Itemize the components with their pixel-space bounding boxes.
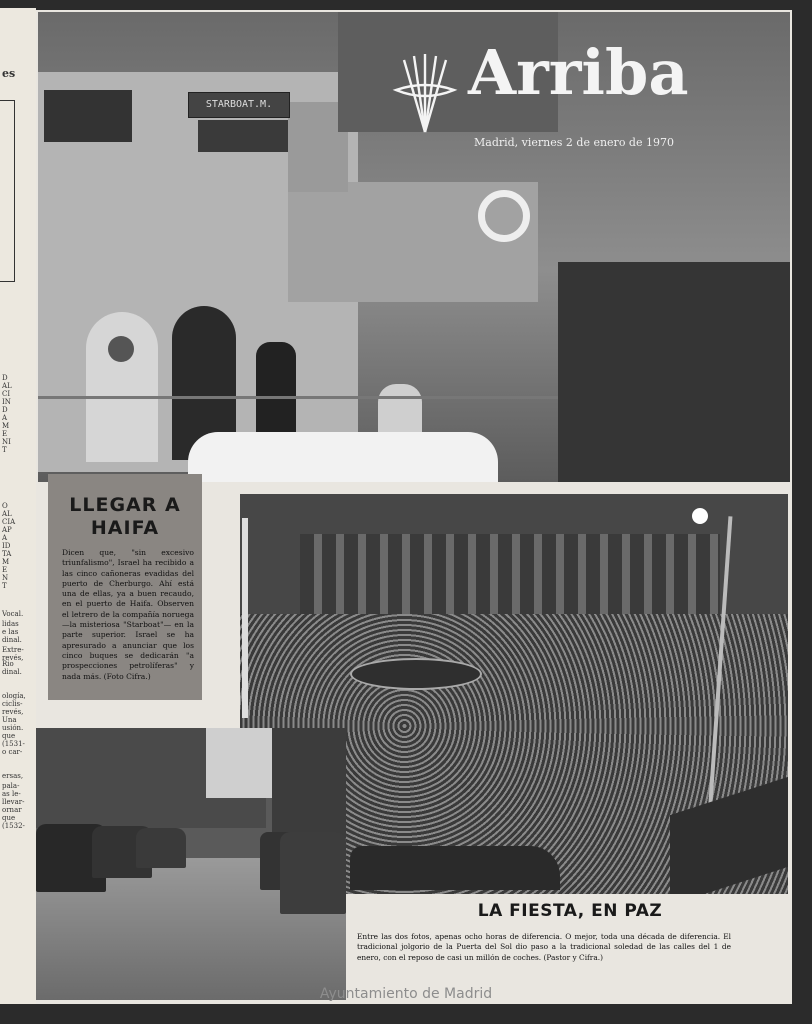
white-canopy xyxy=(188,432,498,482)
strip-fragment: ID xyxy=(2,542,11,550)
strip-fragment: AP xyxy=(2,526,12,534)
strip-fragment: ología, xyxy=(2,692,26,700)
archive-watermark: Ayuntamiento de Madrid xyxy=(319,986,493,1002)
strip-fragment: pala- xyxy=(2,782,20,790)
strip-fragment: TA xyxy=(2,550,12,558)
ship-window xyxy=(44,90,132,142)
yoke-and-arrows-emblem xyxy=(392,50,458,136)
strip-fragment: CI xyxy=(2,390,11,398)
strip-fragment: as le- xyxy=(2,790,21,798)
strip-fragment: A xyxy=(2,414,8,422)
strip-fragment: es xyxy=(2,67,16,80)
strip-fragment: T xyxy=(2,582,7,590)
strip-fragment: M xyxy=(2,558,10,566)
kiosk-roof xyxy=(350,846,560,890)
strip-fragment: e las xyxy=(2,628,19,636)
ship-door xyxy=(86,312,158,462)
strip-fragment: o car- xyxy=(2,748,23,756)
fountain xyxy=(350,658,482,690)
strip-fragment: lidas xyxy=(2,620,19,628)
strip-fragment: O xyxy=(2,502,8,510)
strip-fragment: N xyxy=(2,574,9,582)
fiesta-headline: LA FIESTA, EN PAZ xyxy=(477,901,663,921)
fiesta-body-text: Entre las dos fotos, apenas ocho horas de diferencia. O mejor, toda una década de diferencia. El tradicional jolgorio de la Puerta del Sol dio paso a la tradicional soledad de las calles del 1 de enero, con el reposo de casi un millón de coches. (Pastor y Cifra.) xyxy=(357,932,731,962)
starboat-sign xyxy=(188,92,290,118)
strip-fragment: revés, xyxy=(2,708,24,716)
light-pole xyxy=(242,518,248,718)
strip-fragment: ersas, xyxy=(2,772,24,780)
strip-fragment: D xyxy=(2,406,8,414)
strip-fragment: que xyxy=(2,814,16,822)
strip-fragment: usión. xyxy=(2,724,24,732)
strip-fragment: llevar- xyxy=(2,798,25,806)
strip-fragment: NI xyxy=(2,438,11,446)
ship-window xyxy=(198,120,288,152)
strip-fragment: Extre- xyxy=(2,646,24,654)
strip-fragment: T xyxy=(2,446,7,454)
empty-street-photo xyxy=(36,728,346,1000)
strip-fragment: dinal. xyxy=(2,668,22,676)
starboat-sign-text: STARBOAT.M. xyxy=(205,99,273,110)
strip-fragment: Vocal. xyxy=(2,610,24,618)
lamp-light xyxy=(692,508,708,524)
strip-fragment: A xyxy=(2,534,8,542)
strip-fragment: Rio xyxy=(2,660,14,668)
strip-fragment: AL xyxy=(2,382,12,390)
life-ring xyxy=(478,190,530,242)
building-windows xyxy=(300,534,720,624)
strip-fragment: M xyxy=(2,422,10,430)
strip-fragment: E xyxy=(2,566,8,574)
strip-fragment: Una xyxy=(2,716,17,724)
strip-fragment: (1532- xyxy=(2,822,25,830)
street-buildings-right xyxy=(272,728,346,838)
ship-railing xyxy=(38,396,598,399)
strip-fragment: (1531- xyxy=(2,740,25,748)
newspaper-title: Arriba xyxy=(468,36,689,109)
strip-fragment: que xyxy=(2,732,16,740)
parked-car xyxy=(280,832,346,914)
issue-date: Madrid, viernes 2 de enero de 1970 xyxy=(474,136,674,149)
strip-fragment: CIA xyxy=(2,518,16,526)
man-in-coat xyxy=(256,342,296,442)
strip-cartoon-frame xyxy=(0,100,15,282)
strip-fragment: ornar xyxy=(2,806,22,814)
strip-fragment: IN xyxy=(2,398,11,406)
left-page-strip xyxy=(0,8,36,1004)
strip-fragment: AL xyxy=(2,510,12,518)
parked-car xyxy=(136,828,186,868)
strip-fragment: D xyxy=(2,374,8,382)
strip-fragment: ciclis- xyxy=(2,700,23,708)
porthole xyxy=(108,336,134,362)
haifa-body-text: Dicen que, "sin excesivo triunfalismo", Israel ha recibido a las cinco cañoneras evadidas del puerto de Cherburgo. Ahí está una de ellas, ya a buen recaudo, en el puerto de Haifa. Observen el letrero de la compañía noruega —la misteriosa "Starboat"— en la parte superior. Israel se ha apresurado a anunciar que los cinco buques se dedicarán "a prospecciones petrolíferas" y nada más. (Foto Cifra.) xyxy=(62,548,194,681)
strip-fragment: revés, xyxy=(2,654,24,662)
strip-fragment: dinal. xyxy=(2,636,22,644)
sky xyxy=(206,728,276,798)
night-crowd xyxy=(558,262,790,482)
haifa-headline: LLEGAR A HAIFA xyxy=(69,494,181,539)
strip-fragment: E xyxy=(2,430,8,438)
